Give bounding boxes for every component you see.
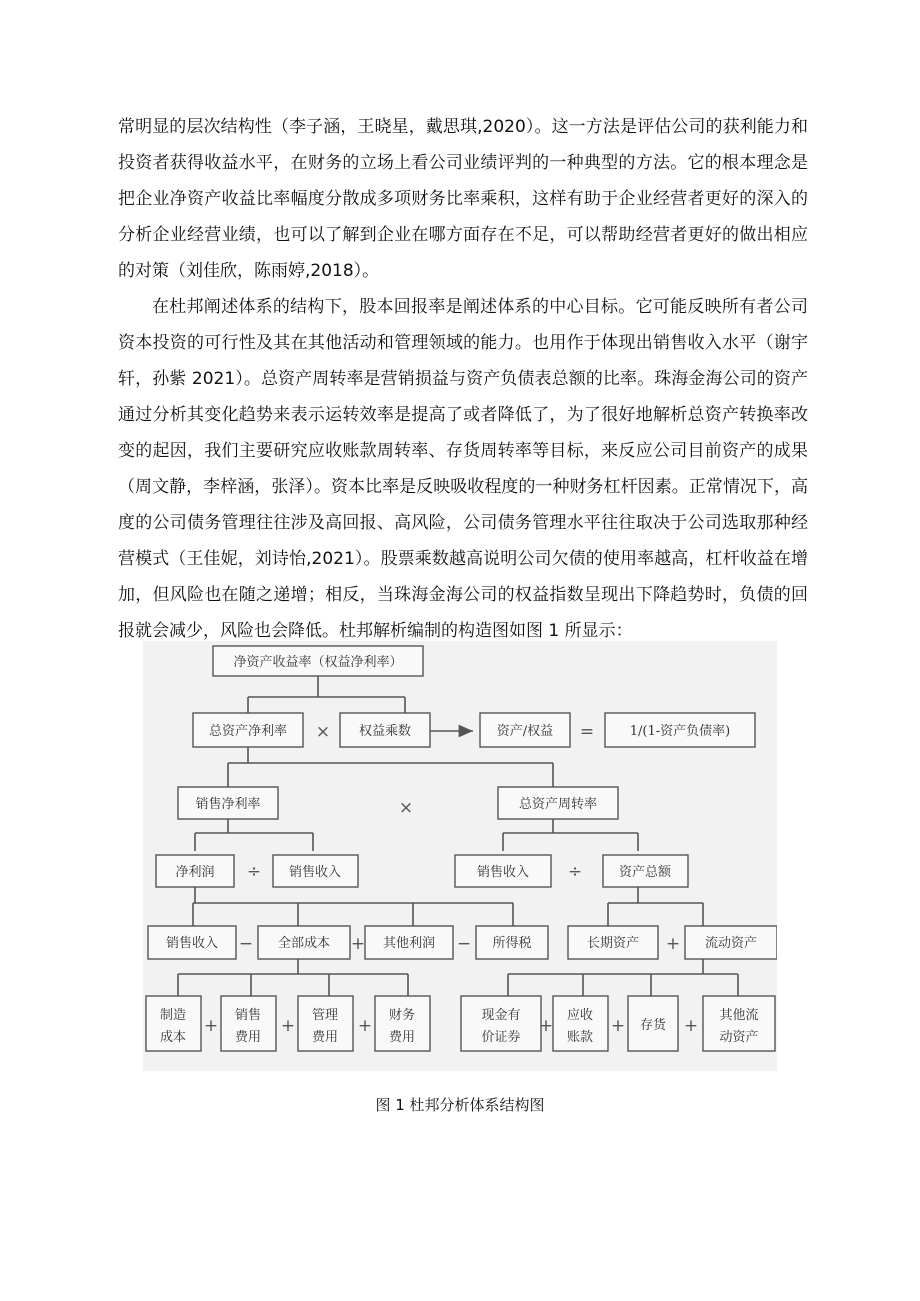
- svg-text:存货: 存货: [639, 1018, 667, 1033]
- minus-operator: −: [238, 934, 254, 954]
- svg-text:资产/权益: 资产/权益: [496, 724, 554, 739]
- svg-text:现金有: 现金有: [481, 1008, 521, 1023]
- node-income-tax: [476, 926, 548, 959]
- svg-text:费用: 费用: [311, 1030, 339, 1045]
- svg-text:所得税: 所得税: [492, 936, 532, 951]
- node-inventory: [628, 996, 678, 1051]
- svg-text:费用: 费用: [234, 1030, 262, 1045]
- svg-text:总资产净利率: 总资产净利率: [208, 724, 288, 739]
- figure-caption: 图 1 杜邦分析体系结构图: [375, 1096, 545, 1114]
- node-sales-revenue-2: [455, 855, 551, 887]
- times-operator: ×: [315, 722, 331, 742]
- svg-text:全部成本: 全部成本: [277, 936, 331, 951]
- plus-operator-8: +: [683, 1016, 699, 1036]
- paragraph-2: 在杜邦阐述体系的结构下，股本回报率是阐述体系的中心目标。它可能反映所有者公司资本投资的可行性及其在其他活动和管理领域的能力。也用作于体现出销售收入水平（谢宇轩，孙紫 2021）。总资产周转率是营销损益与资产负债表总额的比率。珠海金海公司的资产通过分析其变化趋势来表示运转效率是提高了或者降低了，为了很好地解析总资产转换率改变的起因，我们主要研究应收账款周转率、存货周转率等目标，来反应公司目前资产的成果（周文静，李梓涵，张泽）。资本比率是反映吸收程度的一种财务杠杆因素。正常情况下，高度的公司债务管理往往涉及高回报、高风险，公司债务管理水平往往取决于公司选取那种经营模式（王佳妮，刘诗怡,2021）。股票乘数越高说明公司欠债的使用率越高，杠杆收益在增加，但风险也在随之递增；相反，当珠海金海公司的权益指数呈现出下降趋势时，负债的回报就会减少，风险也会降低。杜邦解析编制的构造图如图 1 所显示：: [118, 297, 808, 641]
- node-net-profit: [156, 855, 234, 887]
- svg-text:销售收入: 销售收入: [476, 865, 530, 880]
- svg-text:销售收入: 销售收入: [288, 865, 342, 880]
- svg-text:资产总额: 资产总额: [618, 865, 672, 880]
- minus-operator-2: −: [456, 934, 472, 954]
- svg-text:销售收入: 销售收入: [165, 936, 219, 951]
- svg-text:总资产周转率: 总资产周转率: [518, 797, 598, 812]
- svg-text:应收: 应收: [566, 1008, 594, 1023]
- svg-text:成本: 成本: [159, 1030, 187, 1045]
- node-asset-turnover: [498, 787, 618, 819]
- plus-operator-3: +: [203, 1016, 219, 1036]
- svg-text:其他利润: 其他利润: [382, 936, 436, 951]
- svg-text:流动资产: 流动资产: [704, 936, 758, 951]
- svg-text:价证券: 价证券: [481, 1030, 521, 1045]
- node-roa: [193, 713, 303, 747]
- svg-text:净资产收益率（权益净利率）: 净资产收益率（权益净利率）: [233, 655, 403, 670]
- svg-text:1/(1-资产负债率): 1/(1-资产负债率): [629, 724, 731, 739]
- svg-text:管理: 管理: [311, 1008, 339, 1023]
- node-total-cost: [258, 926, 350, 959]
- times-operator-2: ×: [398, 798, 414, 818]
- svg-text:其他流: 其他流: [719, 1008, 759, 1023]
- plus-operator-5: +: [357, 1016, 373, 1036]
- node-asset-equity: [480, 713, 570, 747]
- node-sales-revenue: [273, 855, 358, 887]
- equals-operator: =: [579, 722, 595, 742]
- node-cash-securities: [461, 996, 541, 1051]
- svg-text:长期资产: 长期资产: [586, 936, 640, 951]
- node-mfg-cost: [146, 996, 201, 1051]
- svg-text:权益乘数: 权益乘数: [358, 724, 412, 739]
- svg-text:费用: 费用: [388, 1030, 416, 1045]
- node-receivables: [553, 996, 608, 1051]
- svg-text:销售净利率: 销售净利率: [195, 797, 261, 812]
- plus-operator-2: +: [665, 934, 681, 954]
- plus-operator: +: [350, 934, 366, 954]
- node-other-profit: [365, 926, 453, 959]
- node-sales-revenue-3: [148, 926, 236, 959]
- node-selling-expense: [221, 996, 276, 1051]
- node-total-assets: [603, 855, 688, 887]
- svg-text:净利润: 净利润: [175, 865, 215, 880]
- paragraph-1: 常明显的层次结构性（李子涵，王晓星，戴思琪,2020）。这一方法是评估公司的获利能力和投资者获得收益水平，在财务的立场上看公司业绩评判的一种典型的方法。它的根本理念是把企业净资产收益比率幅度分散成多项财务比率乘积，这样有助于企业经营者更好的深入的分析企业经营业绩，也可以了解到企业在哪方面存在不足，可以帮助经营者更好的做出相应的对策（刘佳欣，陈雨婷,2018）。: [118, 117, 808, 281]
- node-net-margin: [178, 787, 278, 819]
- node-other-current: [703, 996, 775, 1051]
- svg-text:制造: 制造: [159, 1008, 187, 1023]
- plus-operator-7: +: [610, 1016, 626, 1036]
- plus-operator-4: +: [280, 1016, 296, 1036]
- svg-text:销售: 销售: [234, 1008, 262, 1023]
- node-admin-expense: [298, 996, 353, 1051]
- node-equity-multiplier: [340, 713, 430, 747]
- node-current-assets: [685, 926, 777, 959]
- dupont-diagram: [143, 641, 777, 1071]
- svg-text:动资产: 动资产: [719, 1030, 759, 1045]
- divide-operator: ÷: [246, 862, 262, 882]
- plus-operator-6: +: [538, 1016, 554, 1036]
- svg-text:账款: 账款: [566, 1030, 594, 1045]
- node-roe: [213, 646, 423, 676]
- node-long-term-assets: [568, 926, 658, 959]
- svg-text:财务: 财务: [388, 1008, 416, 1023]
- divide-operator-2: ÷: [567, 862, 583, 882]
- node-finance-expense: [375, 996, 430, 1051]
- node-formula: [605, 713, 755, 747]
